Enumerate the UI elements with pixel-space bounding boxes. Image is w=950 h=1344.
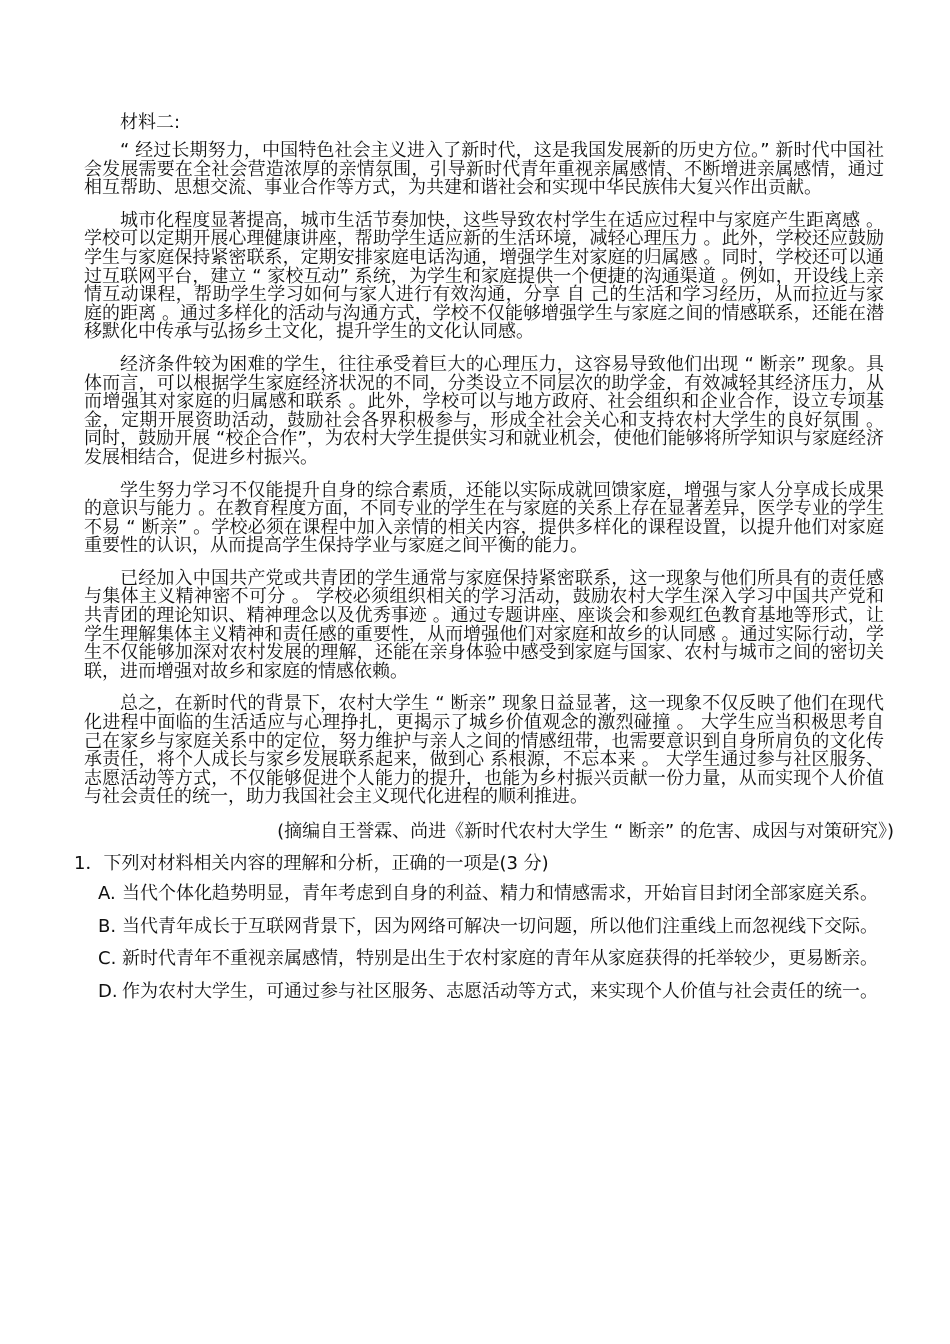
option-b xyxy=(84,915,884,937)
option-letter: B. xyxy=(98,915,117,937)
option-letter: C. xyxy=(98,948,117,970)
option-c xyxy=(84,950,884,969)
material-source-citation: (摘编自王誉霖、尚进《新时代农村大学生 “ 断亲” 的危害、成因与对策研究》) xyxy=(277,821,894,842)
option-text: 当代个体化趋势明显，青年考虑到自身的利益、精力和情感需求，开始盲目封闭全部家庭关系。 xyxy=(122,883,878,904)
material-paragraph-5: 已经加入中国共产党或共青团的学生通常与家庭保持紧密联系，这一现象与他们所具有的责任感与集体主义精神密不可分 。 学校必须组织相关的学习活动，鼓励农村大学生深入学习中国共产党和共青团的理论知识、精神理念以及优秀事迹 。通过专题讲座、座谈会和参观红色教育基地等形式，让学生理解集体主义精神和责任感的重要性，从而增强他们对家庭和故乡的认同感 。通过实际行动，学生不仅能够加深对农村发展的理解，还能在亲身体验中感受到家庭与国家、农村与城市之间的密切关联，进而增强对故乡和家庭的情感依赖。 xyxy=(84,567,884,682)
option-letter: A. xyxy=(98,883,116,904)
option-letter: D. xyxy=(98,980,118,1002)
question-stem: 1．下列对材料相关内容的理解和分析，正确的一项是(3 分) xyxy=(74,853,549,874)
option-text: 新时代青年不重视亲属感情，特别是出生于农村家庭的青年从家庭获得的托举较少，更易断亲。 xyxy=(122,948,878,970)
material-paragraph-2: 城市化程度显著提高，城市生活节奏加快，这些导致农村学生在适应过程中与家庭产生距离感 。学校可以定期开展心理健康讲座，帮助学生适应新的生活环境，减轻心理压力 。此外，学校还应鼓励学生与家庭保持紧密联系，定期安排家庭电话沟通，增强学生对家庭的归属感 。同时，学校还可以通过互联网平台，建立 “ 家校互动” 系统，为学生和家庭提供一个便捷的沟通渠道 。例如，开设线上亲情互动课程，帮助学生学习如何与家人进行有效沟通，分享 自 己的生活和学习经历，从而拉近与家庭的距离 。通过多样化的活动与沟通方式，学校不仅能够增强学生与家庭之间的情感联系，还能在潜移默化中传承与弘扬乡土文化，提升学生的文化认同感。 xyxy=(84,209,884,343)
document-page xyxy=(74,112,894,1015)
material-paragraph-1: “ 经过长期努力，中国特色社会主义进入了新时代，这是我国发展新的历史方位。” 新时代中国社会发展需要在全社会营造浓厚的亲情氛围，引导新时代青年重视亲属感情、不断增进亲属感情，通过相互帮助、思想交流、事业合作等方式，为共建和谐社会和实现中华民族伟大复兴作出贡献。 xyxy=(84,140,884,199)
material-paragraph-6: 总之，在新时代的背景下，农村大学生 “ 断亲” 现象日益显著，这一现象不仅反映了他们在现代化进程中面临的生活适应与心理挣扎，更揭示了城乡价值观念的激烈碰撞 。 大学生应当积极思考自己在家乡与家庭关系中的定位，努力维护与亲人之间的情感纽带，也需要意识到自身所肩负的文化传承责任，将个人成长与家乡发展联系起来，做到心 系根源，不忘本来 。 大学生通过参与社区服务、志愿活动等方式，不仅能够促进个人能力的提升，也能为乡村振兴贡献一份力量，从而实现个人价值与社会责任的统一，助力我国社会主义现代化进程的顺利推进。 xyxy=(84,693,884,808)
material-paragraph-4: 学生努力学习不仅能提升自身的综合素质，还能以实际成就回馈家庭，增强与家人分享成长成果的意识与能力 。在教育程度方面，不同专业的学生在与家庭的关系上存在显著差异，医学专业的学生不易 “ 断亲” 。学校必须在课程中加入亲情的相关内容，提供多样化的课程设置，以提升他们对家庭重要性的认识，从而提高学生保持学业与家庭之间平衡的能力。 xyxy=(84,479,884,557)
option-a xyxy=(84,885,884,904)
option-d xyxy=(84,980,884,1002)
option-text: 当代青年成长于互联网背景下，因为网络可解决一切问题，所以他们注重线上而忽视线下交际。 xyxy=(122,915,878,937)
material-heading: 材料二: xyxy=(120,112,181,133)
option-text: 作为农村大学生，可通过参与社区服务、志愿活动等方式，来实现个人价值与社会责任的统一。 xyxy=(122,980,878,1002)
material-paragraph-3: 经济条件较为困难的学生，往往承受着巨大的心理压力，这容易导致他们出现 “ 断亲” 现象。具体而言，可以根据学生家庭经济状况的不同，分类设立不同层次的助学金，有效减轻其经济压力，从而增强其对家庭的归属感和联系 。此外，学校可以与地方政府、社会组织和企业合作，设立专项基金，定期开展资助活动，鼓励社会各界积极参与，形成全社会关心和支持农村大学生的良好氛围 。 同时，鼓励开展 “校企合作”，为农村大学生提供实习和就业机会，使他们能够将所学知识与家庭经济发展相结合，促进乡村振兴。 xyxy=(84,353,884,468)
